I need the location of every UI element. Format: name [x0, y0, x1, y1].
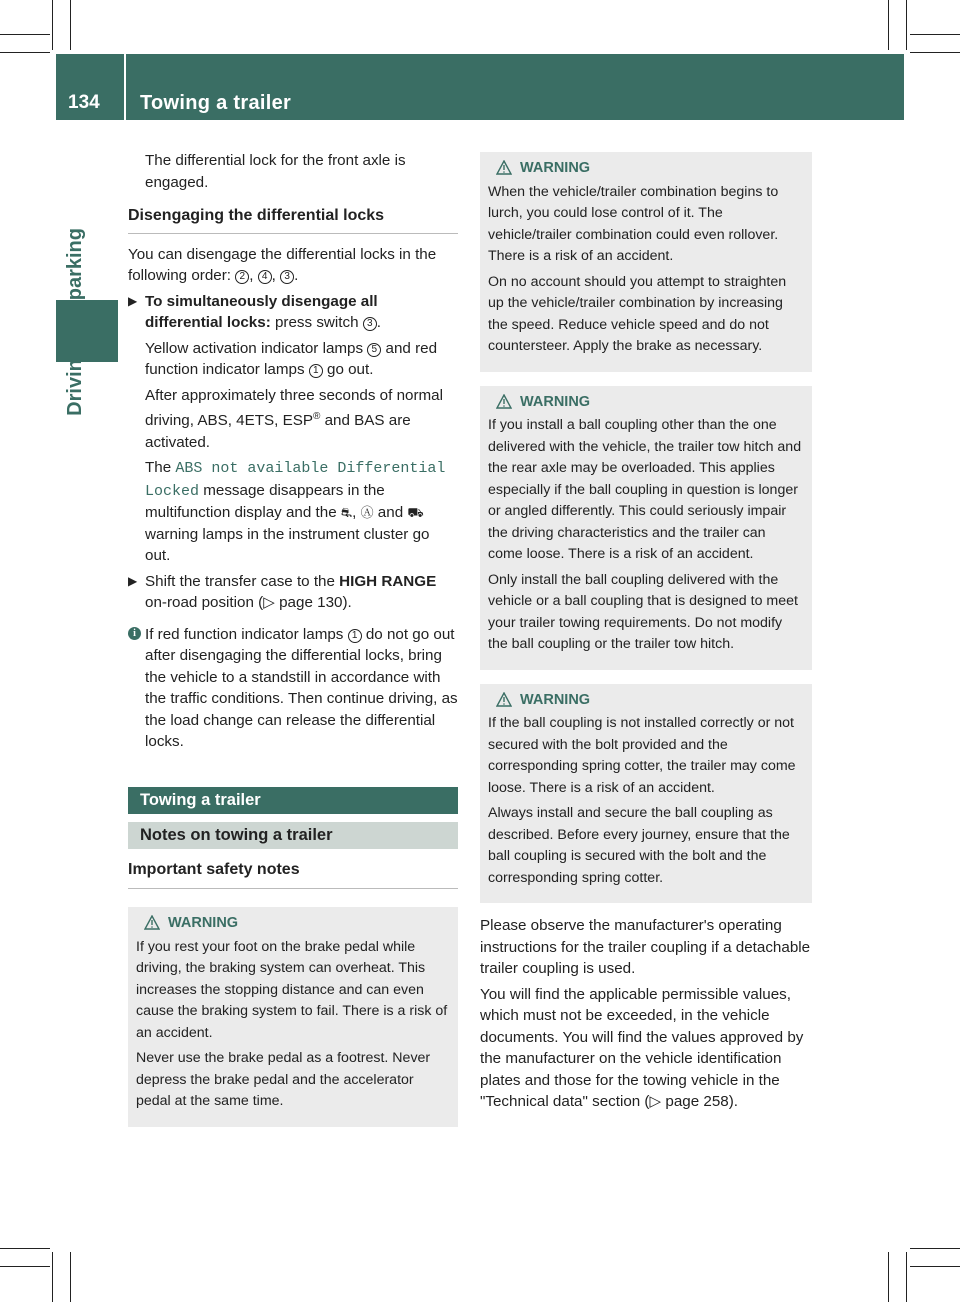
- disengage-order-text: You can disengage the differential locks in the following order: 2 , 4 , 3 .: [128, 245, 437, 284]
- left-column: [128, 150, 458, 1127]
- warning-box: [128, 907, 458, 1127]
- warning-heading: WARNING: [488, 158, 804, 180]
- warning-box: [480, 386, 812, 670]
- warning-triangle-icon: [496, 692, 512, 707]
- heading-safety-notes: Important safety notes: [128, 859, 458, 890]
- warning-text: Only install the ball coupling delivered with the vehicle or a ball coupling that is designed to meet your trailer towing requirements. Do not modify the ball coupling or the trailer tow hitch.: [488, 571, 798, 652]
- crop-mark: [910, 34, 960, 35]
- crop-mark: [910, 1266, 960, 1267]
- step-transfer-case: ▶ Shift the transfer case to the HIGH RANGE on-road position (▷ page 130).: [128, 572, 437, 612]
- crop-mark: [906, 0, 907, 50]
- warning-triangle-icon: [144, 915, 160, 930]
- warning-triangle-icon: [496, 160, 512, 175]
- switch-3-marker: 3: [280, 270, 294, 284]
- warning-text: Always install and secure the ball coupling as described. Before every journey, ensure that the ball coupling is secured with the bolt and the corresponding spring cotter.: [488, 805, 790, 886]
- crop-mark: [910, 1248, 960, 1249]
- crop-mark: [910, 52, 960, 53]
- warning-text: If the ball coupling is not installed correctly or not secured with the bolt provided and the corresponding spring cotter, the trailer may come loose. There is a risk of an accident.: [488, 715, 796, 796]
- crop-mark: [0, 1266, 50, 1267]
- right-column: [480, 152, 812, 1117]
- warning-heading: WARNING: [136, 913, 450, 935]
- header-divider: [124, 54, 126, 120]
- warning-text: If you rest your foot on the brake pedal while driving, the braking system can overheat. This increases the stopping distance and can even cause the braking system to fail. There is a risk of an accident.: [136, 938, 448, 1041]
- warning-text: When the vehicle/trailer combination begins to lurch, you could lose control of it. The vehicle/trailer combination could even rollover. There is a risk of an accident.: [488, 183, 779, 264]
- warning-box: [480, 684, 812, 904]
- display-message-text: The ABS not available Differential Locked message disappears in the multifunction display and the ⛐, Ⓐ and ⛟ warning lamps in the instrument cluster go out.: [145, 459, 446, 565]
- warning-heading: WARNING: [488, 690, 804, 712]
- heading-disengage: Disengaging the differential locks: [128, 205, 458, 234]
- section-title: Towing a trailer: [128, 787, 458, 814]
- yellow-lamps-text: Yellow activation indicator lamps 5 and red function indicator lamps 1 go out.: [145, 339, 438, 378]
- warning-triangle-icon: [496, 394, 512, 409]
- page-title: Towing a trailer: [140, 92, 292, 114]
- crop-mark: [0, 1248, 50, 1249]
- step-disengage: ▶ To simultaneously disengage all differential locks: press switch 3 .: [128, 292, 381, 331]
- crop-mark: [906, 1252, 907, 1302]
- warning-text: If you install a ball coupling other than the one delivered with the vehicle, the trailer tow hitch and the rear axle may be overloaded. This applies especially if the ball coupling in question is longer or angled differently. This could seriously impair the driving characteristics and the trailer can come loose. There is a risk of an accident.: [488, 417, 802, 562]
- abs-icon: Ⓐ: [360, 505, 374, 521]
- crop-mark: [52, 1252, 53, 1302]
- subsection-title: Notes on towing a trailer: [128, 822, 458, 849]
- esp-off-icon: ⛐: [340, 505, 353, 521]
- crop-mark: [0, 34, 50, 35]
- page-ref-icon: ▷: [263, 594, 275, 612]
- warning-text: Never use the brake pedal as a footrest. Never depress the brake pedal and the accelerator pedal at the same time.: [136, 1050, 431, 1110]
- crop-mark: [0, 52, 50, 53]
- vehicle-warning-icon: ⛟: [407, 505, 424, 521]
- crop-mark: [888, 1252, 889, 1302]
- page-ref-icon: ▷: [649, 1093, 662, 1110]
- info-note: i If red function indicator lamps 1 do not go out after disengaging the differential locks, bring the vehicle to a standstill in accordance with the traffic conditions. Then continue driving, as the load change can release the differential locks.: [128, 624, 458, 753]
- page-number: 134: [68, 92, 100, 113]
- info-icon: i: [128, 627, 141, 640]
- intro-text: The differential lock for the front axle is engaged.: [145, 152, 406, 191]
- arrow-right-icon: ▶: [128, 293, 138, 308]
- display-message: ABS not available Differential Locked: [145, 460, 446, 500]
- arrow-right-icon: ▶: [128, 573, 138, 588]
- warning-heading: WARNING: [488, 392, 804, 414]
- switch-2-marker: 2: [235, 270, 249, 284]
- crop-mark: [70, 1252, 71, 1302]
- warning-box: [480, 152, 812, 372]
- body-paragraph: You will find the applicable permissible values, which must not be exceeded, in the vehicle documents. You will find the values approved by the manufacturer on the vehicle identification plates and those for the towing vehicle in the "Technical data" section (▷ page 258).: [480, 985, 804, 1110]
- body-paragraph: Please observe the manufacturer's operating instructions for the trailer coupling if a detachable trailer coupling is used.: [480, 917, 811, 977]
- crop-mark: [70, 0, 71, 50]
- warning-text: On no account should you attempt to straighten up the vehicle/trailer combination by increasing the speed. Reduce vehicle speed and do not countersteer. Apply the brake as necessary.: [488, 273, 787, 354]
- crop-mark: [52, 0, 53, 50]
- after-driving-text: After approximately three seconds of normal driving, ABS, 4ETS, ESP® and BAS are activated.: [145, 386, 443, 451]
- switch-4-marker: 4: [258, 270, 272, 284]
- chapter-tab-marker: [56, 300, 118, 362]
- crop-mark: [888, 0, 889, 50]
